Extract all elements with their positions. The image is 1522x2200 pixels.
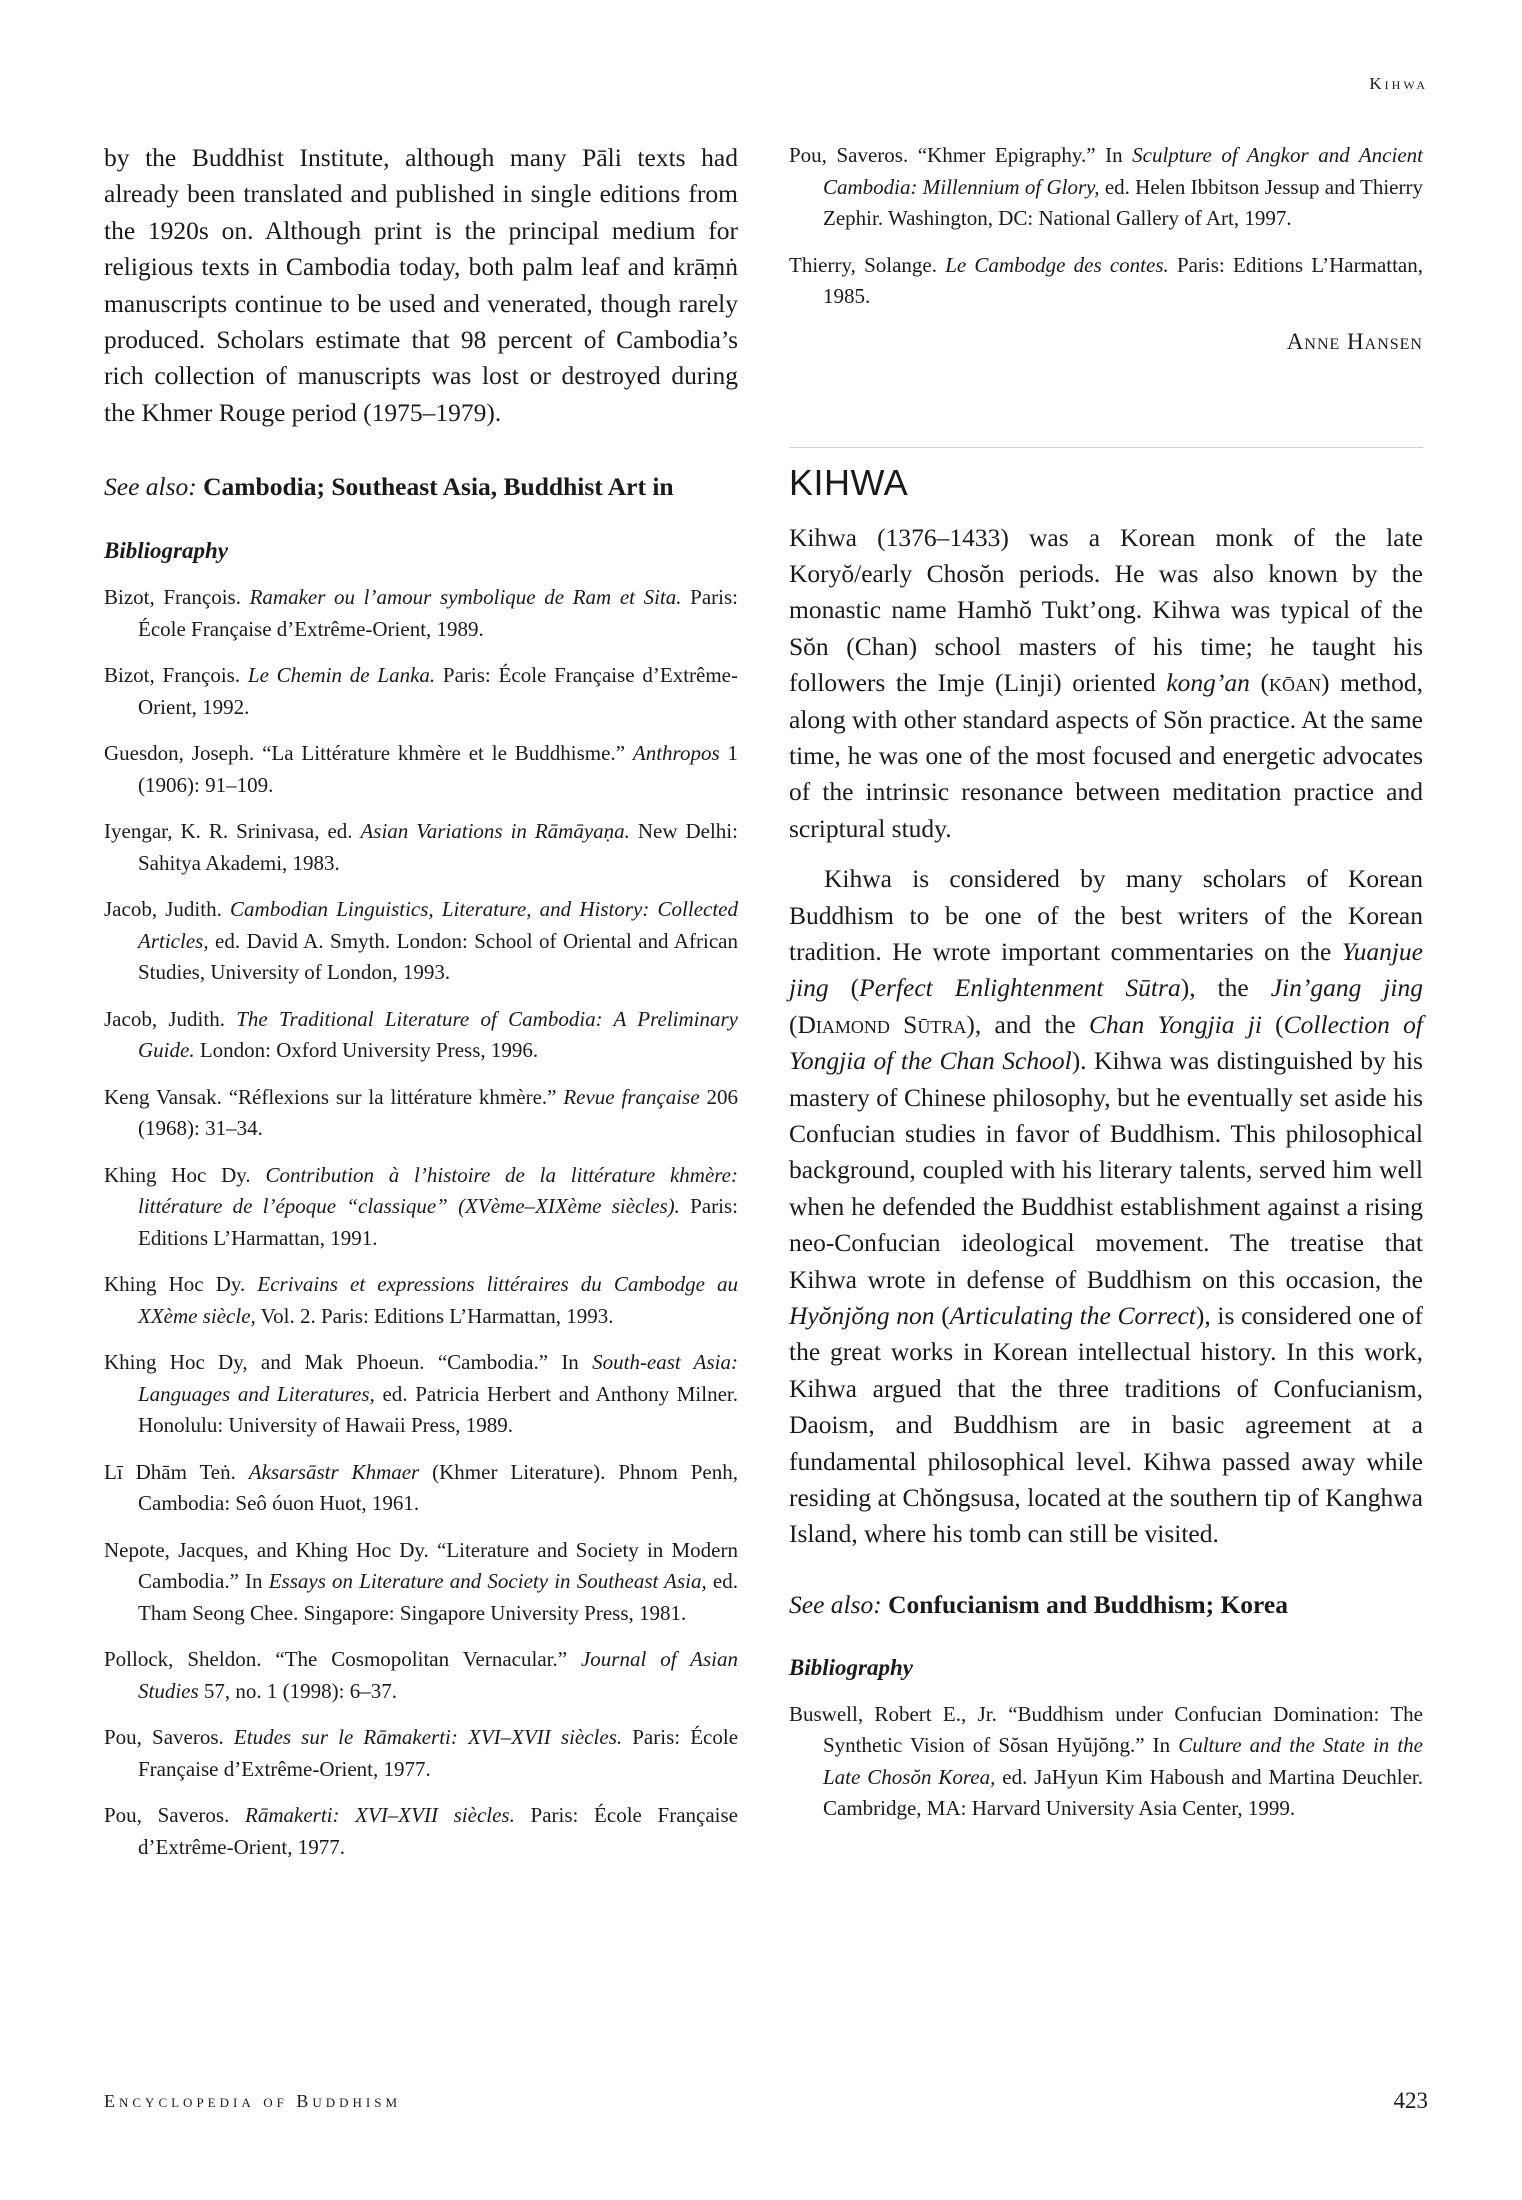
p2-title-collection: Collection of Yongjia of the Chan School <box>789 1009 1423 1076</box>
entry-title-italic: Aksarsāstr Khmaer <box>248 1459 420 1484</box>
entry-text: Paris: École Française d’Extrême-Orient, 1977. <box>138 1725 739 1781</box>
entry-text: Paris: École Française d’Extrême-Orient, 1989. <box>138 585 738 641</box>
see-also-links[interactable]: Cambodia; Southeast Asia, Buddhist Art in <box>203 472 674 502</box>
entry-text: ed. Helen Ibbitson Jessup and Thierry Zephir. Washington, DC: National Gallery of Art, 1997. <box>823 174 1423 230</box>
p2-title-hyonjong: Hyŏnjŏng non <box>789 1301 935 1331</box>
left-column <box>104 140 738 1878</box>
bibliography-entry <box>104 1535 738 1630</box>
entry-text: Jacob, Judith. <box>104 897 231 922</box>
entry-text: 1 (1906): 91–109. <box>138 741 738 797</box>
bibliography-entry <box>104 1004 738 1067</box>
entry-text: Iyengar, K. R. Srinivasa, ed. <box>104 819 361 844</box>
entry-title-italic: Le Cambodge des contes. <box>945 252 1169 277</box>
p2-text-o: ( <box>934 1301 950 1331</box>
p1-link-koan[interactable]: kōan <box>1269 668 1322 698</box>
continuation-paragraph: by the Buddhist Institute, although many Pāli texts had already been translated and published in single editions from the 1920s on. Although print is the principal medium for religious texts in Cambodia today, both palm leaf and krāṃṅ manuscripts continue to be used and venerated, though rarely produced. Scholars estimate that 98 percent of Cambodia’s rich collection of manuscripts was lost or destroyed during the Khmer Rouge period (1975–1979). <box>104 143 738 427</box>
entry-text: Bizot, François. <box>104 663 248 688</box>
p2-title-articulating: Articulating the Correct <box>949 1301 1196 1331</box>
entry-title-italic: Cambodian Linguistics, Literature, and History: Collected Articles, <box>138 897 739 953</box>
bibliography-list <box>789 1699 1423 1825</box>
entry-title-italic: South-east Asia: Languages and Literatures, <box>138 1350 738 1406</box>
entry-title-italic: Journal of Asian Studies <box>138 1647 738 1703</box>
bibliography-entry <box>104 582 738 645</box>
entry-text: Pollock, Sheldon. “The Cosmopolitan Vernacular.” <box>104 1647 581 1672</box>
bibliography-entry <box>104 1800 738 1863</box>
entry-title-italic: The Traditional Literature of Cambodia: A Preliminary Guide. <box>138 1006 738 1063</box>
see-also-cambodia <box>104 469 738 505</box>
entry-title-italic: Culture and the State in the Late Chosŏn Korea, <box>823 1733 1423 1789</box>
see-also-links[interactable]: Confucianism and Buddhism; Korea <box>888 1589 1288 1619</box>
entry-text: Paris: École Française d’Extrême-Orient, 1992. <box>138 663 738 719</box>
see-also-label: See also: <box>789 1589 882 1619</box>
p2-title-jingang: Jin’gang jing <box>1270 973 1423 1003</box>
entry-text: ed. Patricia Herbert and Anthony Milner. Honolulu: University of Hawaii Press, 1989. <box>138 1381 739 1438</box>
entry-text: Lī Dhām Teṅ. <box>104 1459 249 1484</box>
running-head: Kihwa <box>1369 74 1428 93</box>
entry-text: Bizot, François. <box>104 585 250 610</box>
p2-text-g: ( <box>789 1009 798 1039</box>
p2-title-perfect: Perfect Enlightenment Sūtra <box>859 973 1181 1003</box>
p2-text-c: ( <box>828 973 860 1003</box>
p2-link-diamond-sutra[interactable]: Diamond Sūtra <box>797 1009 967 1039</box>
entry-title-italic: Le Chemin de Lanka. <box>247 663 436 688</box>
p2-text-q: ), is considered one of the great works in Korean intellectual history. In this work, Kihwa argued that the three traditions of Confucianism, Daoism, and Buddhism are in basic agreement at a fundamental philosophical level. Kihwa passed away while residing at Chŏngsusa, located at the southern tip of Kanghwa Island, where his tomb can still be visited. <box>789 1301 1423 1549</box>
publication-footer: Encyclopedia of Buddhism <box>104 2091 402 2111</box>
entry-title-italic: Sculpture of Angkor and Ancient Cambodia: Millennium of Glory, <box>823 143 1423 199</box>
p2-text-m: ). Kihwa was distinguished by his mastery of Chinese philosophy, but he eventually set aside his Confucian studies in favor of Buddhism. This philosophical background, coupled with his literary talents, served him well when he defended the Buddhist establishment against a rising neo-Confucian ideological movement. The treatise that Kihwa wrote in defense of Buddhism on this occasion, the <box>789 1046 1423 1294</box>
bibliography-heading: Bibliography <box>104 538 228 564</box>
page-number: 423 <box>1393 2088 1428 2113</box>
entry-title-italic: Ramaker ou l’amour symbolique de Ram et Sita. <box>249 585 682 610</box>
bibliography-entry <box>104 738 738 801</box>
bibliography-entry <box>104 1269 738 1332</box>
entry-text: Paris: Editions L’Harmattan, 1985. <box>823 252 1424 308</box>
p2-text-i: ), and the <box>966 1009 1089 1039</box>
p2-text-k: ( <box>1261 1009 1284 1039</box>
bibliography-entry <box>789 1699 1423 1825</box>
bibliography-list <box>104 582 738 1863</box>
bibliography-entry <box>104 1160 738 1255</box>
entry-text: Paris: École Française d’Extrême-Orient, 1977. <box>138 1803 738 1859</box>
entry-text: Pou, Saveros. <box>104 1803 246 1828</box>
entry-text: Khing Hoc Dy. <box>104 1162 266 1187</box>
see-also-label: See also: <box>104 472 197 502</box>
entry-text: Keng Vansak. “Réflexions sur la littérature khmère.” <box>104 1084 564 1109</box>
entry-title-italic: Asian Variations in Rāmāyaṇa. <box>360 819 630 844</box>
entry-text: 206 (1968): 31–34. <box>138 1084 739 1141</box>
author-signature: Anne Hansen <box>1286 328 1423 354</box>
entry-text: Thierry, Solange. <box>789 252 946 277</box>
entry-text: Jacob, Judith. <box>104 1006 237 1031</box>
entry-text: ed. Tham Seong Chee. Singapore: Singapore University Press, 1981. <box>138 1569 739 1625</box>
entry-text: ed. David A. Smyth. London: School of Oriental and African Studies, University of London, 1993. <box>138 928 738 985</box>
p2-title-yongjia: Chan Yongjia ji <box>1088 1009 1262 1039</box>
kihwa-paragraph-1 <box>789 520 1423 848</box>
entry-title-italic: Rāmakerti: XVI–XVII siècles. <box>245 1803 515 1828</box>
p1-text-e: ) method, along with other standard aspects of Sŏn practice. At the same time, he was one of the most focused and energetic advocates of the intrinsic resonance between meditation practice and scriptural study. <box>789 668 1423 843</box>
entry-title-italic: Etudes sur le Rāmakerti: XVI–XVII siècles. <box>233 1725 623 1750</box>
p2-text-a: Kihwa is considered by many scholars of Korean Buddhism to be one of the best writers of the Korean tradition. He wrote important commentaries on the <box>789 864 1423 966</box>
bibliography-entry <box>104 1347 738 1442</box>
entry-text: Guesdon, Joseph. “La Littérature khmère et le Buddhisme.” <box>104 741 633 766</box>
entry-title-italic: Essays on Literature and Society in Southeast Asia, <box>268 1569 707 1594</box>
entry-text: Vol. 2. Paris: Editions L’Harmattan, 1993. <box>255 1303 614 1328</box>
entry-text: Pou, Saveros. “Khmer Epigraphy.” In <box>789 143 1133 167</box>
p1-text-c: ( <box>1249 668 1270 698</box>
entry-text: 57, no. 1 (1998): 6–37. <box>198 1678 397 1703</box>
bibliography-continued-list <box>789 140 1423 313</box>
kihwa-paragraph-2 <box>789 861 1423 1553</box>
bibliography-entry <box>104 816 738 879</box>
bibliography-entry <box>104 660 738 723</box>
entry-text: New Delhi: Sahitya Akademi, 1983. <box>138 819 738 875</box>
entry-title: KIHWA <box>789 461 909 503</box>
bibliography-heading: Bibliography <box>789 1654 913 1680</box>
entry-text: Paris: Editions L’Harmattan, 1991. <box>138 1194 738 1250</box>
entry-text: (Khmer Literature). Phnom Penh, Cambodia: Seô óuon Huot, 1961. <box>138 1459 738 1516</box>
entry-text: Nepote, Jacques, and Khing Hoc Dy. “Literature and Society in Modern Cambodia.” In <box>104 1537 738 1594</box>
entry-title-italic: Ecrivains et expressions littéraires du Cambodge au XXème siècle, <box>138 1272 739 1328</box>
entry-title-italic: Anthropos <box>632 741 720 766</box>
bibliography-entry <box>104 1644 738 1707</box>
entry-text: Khing Hoc Dy. <box>104 1272 258 1297</box>
entry-text: Pou, Saveros. <box>104 1725 234 1750</box>
p1-term-kongan: kong’an <box>1166 668 1250 698</box>
bibliography-entry <box>789 250 1423 313</box>
entry-text: Khing Hoc Dy, and Mak Phoeun. “Cambodia.” In <box>104 1350 593 1375</box>
p2-title-yuanjue: Yuanjue jing <box>789 936 1423 1003</box>
entry-text: London: Oxford University Press, 1996. <box>194 1038 539 1063</box>
bibliography-entry <box>789 140 1423 235</box>
entry-title-italic: Contribution à l’histoire de la littérature khmère: littérature de l’époque “classique” (XVème–XIXème siècles). <box>138 1162 738 1219</box>
entry-text: Buswell, Robert E., Jr. “Buddhism under Confucian Domination: The Synthetic Vision of Sŏsan Hyŭjŏng.” In <box>789 1701 1423 1758</box>
entry-title-italic: Revue française <box>563 1084 700 1109</box>
right-column <box>789 140 1423 1840</box>
p1-text-a: Kihwa (1376–1433) was a Korean monk of the late Koryŏ/early Chosŏn periods. He was also known by the monastic name Hamhŏ Tukt’ong. Kihwa was typical of the Sŏn (Chan) school masters of his time; he taught his followers the Imje (Linji) oriented <box>789 522 1423 698</box>
section-divider <box>789 447 1423 448</box>
bibliography-entry <box>104 894 738 989</box>
bibliography-entry <box>104 1457 738 1520</box>
p2-text-e: ), the <box>1180 973 1271 1003</box>
bibliography-entry <box>104 1722 738 1785</box>
bibliography-entry <box>104 1082 738 1145</box>
entry-text: ed. JaHyun Kim Haboush and Martina Deuchler. Cambridge, MA: Harvard University Asia Center, 1999. <box>823 1764 1423 1821</box>
see-also-kihwa <box>789 1587 1423 1623</box>
